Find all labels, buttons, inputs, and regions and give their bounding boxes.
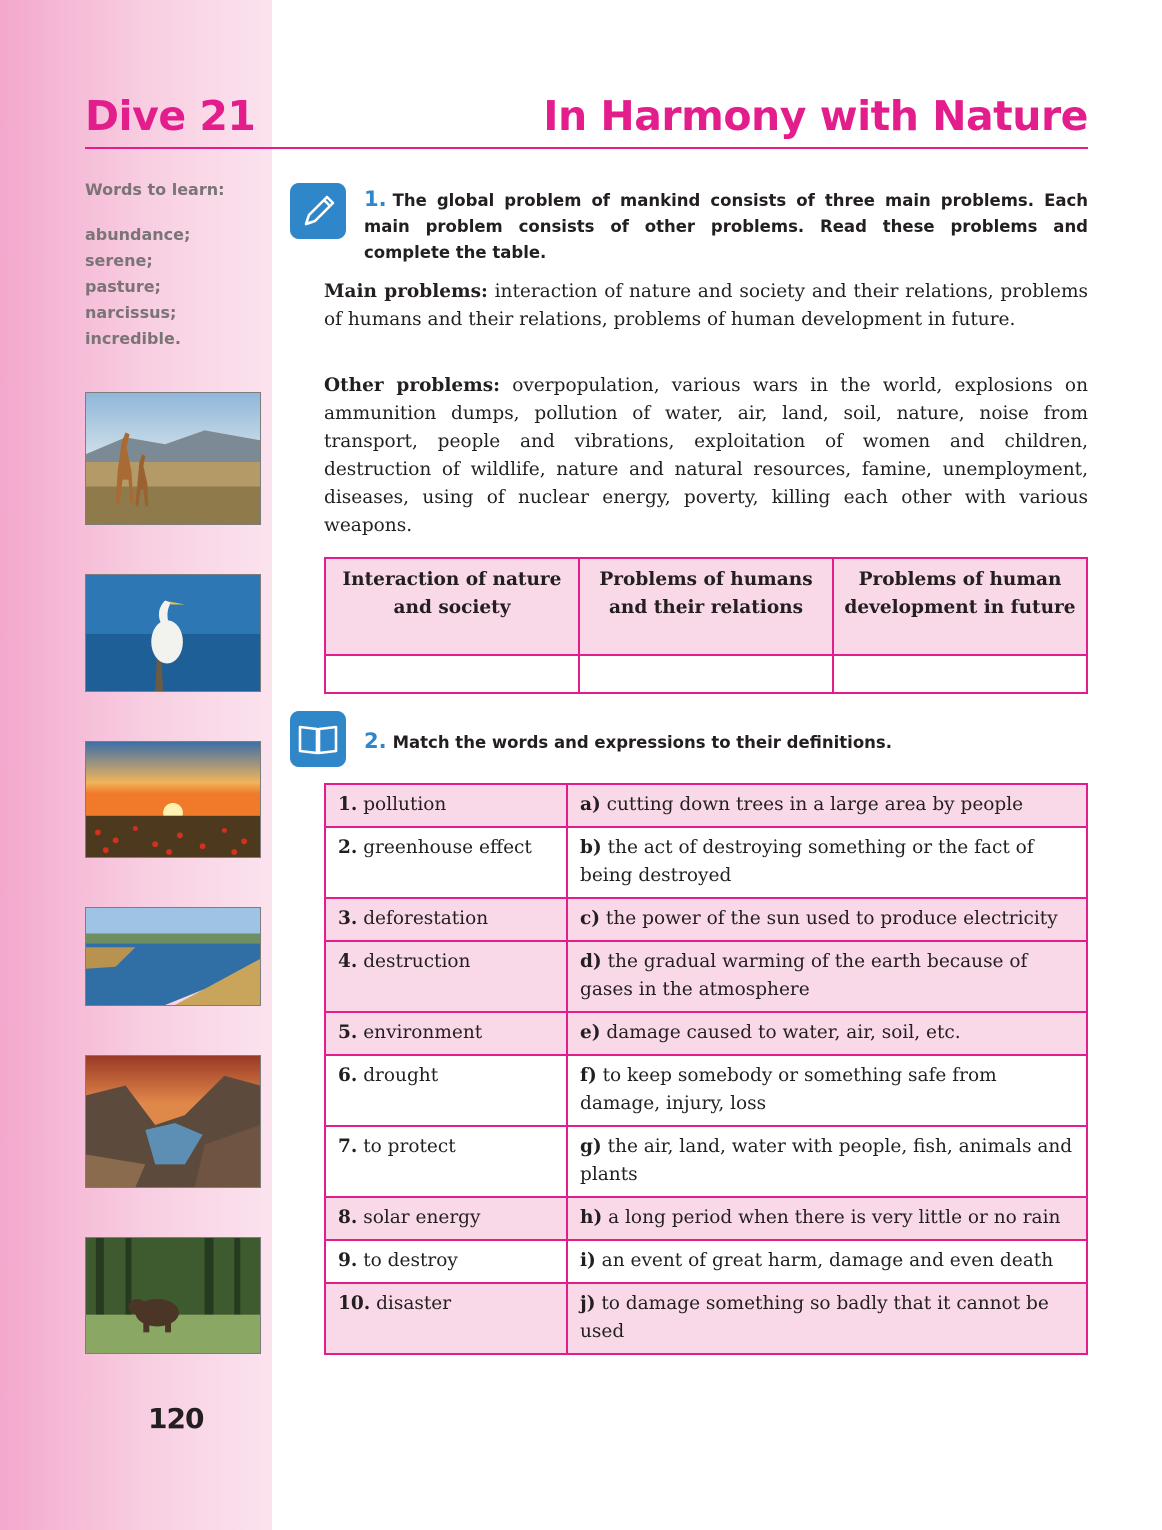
words-to-learn-heading: Words to learn: [85, 180, 225, 199]
term-cell [325, 1012, 567, 1055]
term-cell [325, 1055, 567, 1126]
term-word: pollution [363, 794, 447, 815]
definition-letter: g) [580, 1136, 602, 1157]
table-row [325, 1012, 1087, 1055]
term-number: 6. [338, 1065, 358, 1086]
definition-cell [567, 1055, 1087, 1126]
task1-instruction-text: The global problem of mankind consists of three main problems. Each main problem consists of other problems. Read these problems and complete the table. [364, 191, 1088, 262]
term-cell [325, 898, 567, 941]
term-cell [325, 941, 567, 1012]
term-word: disaster [376, 1293, 452, 1314]
table-row [325, 1283, 1087, 1354]
definition-text: damage caused to water, air, soil, etc. [606, 1022, 961, 1043]
definition-text: the gradual warming of the earth because of gases in the atmosphere [580, 951, 1028, 1000]
term-number: 3. [338, 908, 358, 929]
definition-letter: e) [580, 1022, 601, 1043]
book-icon [290, 711, 346, 767]
term-cell [325, 827, 567, 898]
table-row [325, 941, 1087, 1012]
table-row [325, 898, 1087, 941]
definition-cell [567, 898, 1087, 941]
task1-number: 1. [364, 187, 387, 211]
definition-cell [567, 827, 1087, 898]
giraffes-photo [85, 392, 261, 525]
definition-cell [567, 784, 1087, 827]
term-number: 9. [338, 1250, 358, 1271]
term-number: 7. [338, 1136, 358, 1157]
table-row [325, 784, 1087, 827]
table-row [325, 1055, 1087, 1126]
definition-cell [567, 1240, 1087, 1283]
definition-text: an event of great harm, damage and even death [601, 1250, 1054, 1271]
table-header: Interaction of nature and society [325, 558, 579, 655]
header-divider [85, 147, 1088, 149]
main-problems-paragraph [324, 278, 1088, 334]
term-number: 8. [338, 1207, 358, 1228]
definition-letter: j) [580, 1293, 596, 1314]
dive-number: Dive 21 [85, 92, 256, 140]
definition-letter: c) [580, 908, 601, 929]
vocab-word: incredible. [85, 329, 181, 348]
table-row [325, 1126, 1087, 1197]
page-title: In Harmony with Nature [543, 92, 1088, 140]
definition-text: cutting down trees in a large area by people [606, 794, 1024, 815]
definition-letter: d) [580, 951, 602, 972]
term-word: greenhouse effect [363, 837, 532, 858]
task2-instruction-text: Match the words and expressions to their definitions. [392, 733, 893, 752]
task1-instruction [364, 186, 1088, 266]
matching-table [324, 783, 1088, 1355]
definition-cell [567, 1126, 1087, 1197]
term-cell [325, 1126, 567, 1197]
definition-letter: b) [580, 837, 602, 858]
definition-text: to keep somebody or something safe from damage, injury, loss [580, 1065, 997, 1114]
canyon-photo [85, 1055, 261, 1188]
definition-cell [567, 1012, 1087, 1055]
term-cell [325, 1197, 567, 1240]
definition-text: to damage something so badly that it cannot be used [580, 1293, 1049, 1342]
words-to-learn-list [85, 222, 190, 352]
other-problems-paragraph [324, 372, 1088, 540]
term-cell [325, 784, 567, 827]
definition-text: the air, land, water with people, fish, animals and plants [580, 1136, 1073, 1185]
term-number: 5. [338, 1022, 358, 1043]
bear-forest-photo [85, 1237, 261, 1354]
term-number: 10. [338, 1293, 371, 1314]
table-row [325, 1197, 1087, 1240]
table-header: Problems of humans and their relations [579, 558, 833, 655]
definition-letter: i) [580, 1250, 596, 1271]
definition-text: the act of destroying something or the fact of being destroyed [580, 837, 1034, 886]
term-word: drought [363, 1065, 439, 1086]
pen-icon [290, 183, 346, 239]
task2-instruction [364, 728, 892, 756]
term-word: to protect [363, 1136, 456, 1157]
river-photo [85, 907, 261, 1006]
egret-photo [85, 574, 261, 692]
term-cell [325, 1240, 567, 1283]
term-number: 1. [338, 794, 358, 815]
table-row [325, 1240, 1087, 1283]
sunset-field-photo [85, 741, 261, 858]
term-number: 2. [338, 837, 358, 858]
definition-letter: h) [580, 1207, 603, 1228]
answer-cell[interactable] [833, 655, 1087, 693]
vocab-word: pasture; [85, 277, 161, 296]
definition-cell [567, 941, 1087, 1012]
task2-number: 2. [364, 729, 387, 753]
term-word: environment [363, 1022, 483, 1043]
other-problems-label: Other problems: [324, 375, 500, 396]
answer-cell[interactable] [579, 655, 833, 693]
main-problems-label: Main problems: [324, 281, 488, 302]
definition-text: the power of the sun used to produce electricity [605, 908, 1058, 929]
vocab-word: abundance; [85, 225, 191, 244]
answer-cell[interactable] [325, 655, 579, 693]
term-word: solar energy [363, 1207, 481, 1228]
main-problems-text: interaction of nature and society and their relations, problems of humans and their relations, problems of human development in future. [324, 281, 1088, 330]
other-problems-text: overpopulation, various wars in the world, explosions on ammunition dumps, pollution of water, air, land, soil, nature, noise from transport, people and vibrations, exploitation of women and children, destruction of wildlife, nature and natural resources, famine, unemployment, diseases, using of nuclear energy, poverty, killing each other with various weapons. [324, 375, 1088, 536]
table-row [325, 827, 1087, 898]
table-header: Problems of human development in future [833, 558, 1087, 655]
definition-text: a long period when there is very little or no rain [608, 1207, 1061, 1228]
term-number: 4. [338, 951, 358, 972]
term-cell [325, 1283, 567, 1354]
page-number: 120 [148, 1402, 204, 1435]
definition-letter: a) [580, 794, 601, 815]
term-word: deforestation [363, 908, 489, 929]
vocab-word: serene; [85, 251, 153, 270]
definition-letter: f) [580, 1065, 597, 1086]
term-word: destruction [363, 951, 471, 972]
problems-table [324, 557, 1088, 694]
vocab-word: narcissus; [85, 303, 177, 322]
definition-cell [567, 1197, 1087, 1240]
definition-cell [567, 1283, 1087, 1354]
term-word: to destroy [363, 1250, 458, 1271]
